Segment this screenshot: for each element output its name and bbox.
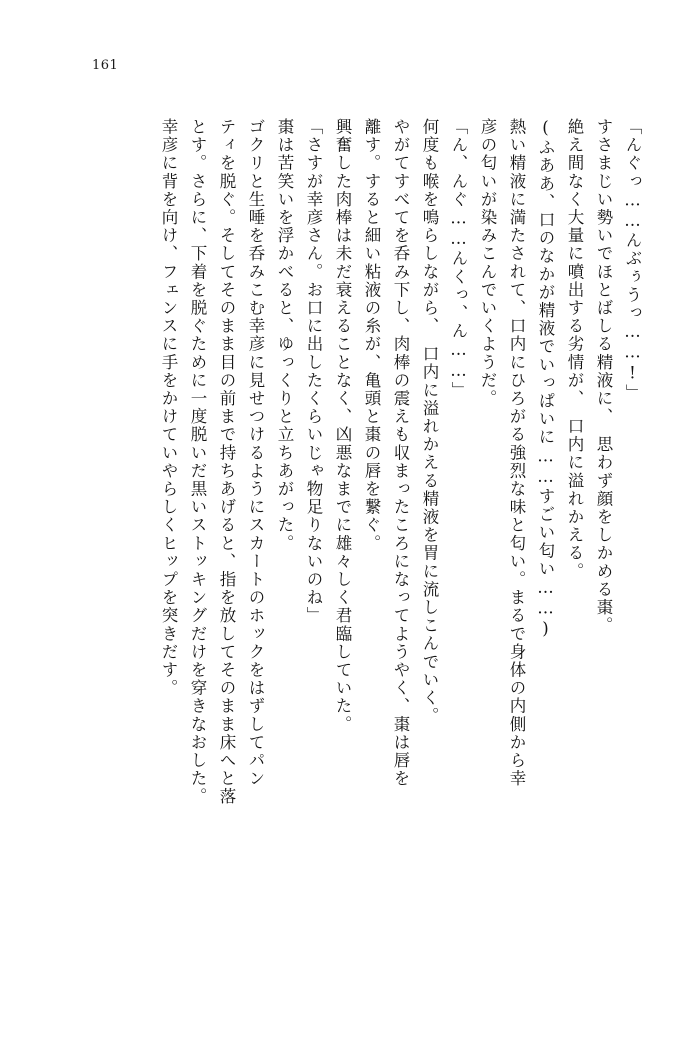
text-line: ティを脱ぐ。そしてそのまま目の前まで持ちあげると、指を放してそのまま床へと落 — [217, 118, 236, 806]
text-line: すさまじい勢いでほとばしる精液に、 思わず顔をしかめる棗。 — [594, 118, 613, 635]
text-line: 「ん、んぐ……んくっ、ん……」 — [449, 118, 468, 400]
text-line: 彦の匂いが染みこんでいくようだ。 — [478, 118, 497, 408]
text-line: 「さすが幸彦さん。お口に出したくらいじゃ物足りないのね」 — [304, 118, 323, 625]
text-line: 離す。すると細い粘液の糸が、亀頭と棗の唇を繋ぐ。 — [362, 118, 381, 553]
text-line: 熱い精液に満たされて、口内にひろがる強烈な味と匂い。まるで身体の内側から幸 — [507, 118, 526, 788]
text-line: やがてすべてを呑み下し、肉棒の震えも収まったころになってようやく、棗は唇を — [391, 118, 410, 788]
vertical-text-block — [60, 118, 640, 958]
text-line: (ふああ、口のなかが精液でいっぱいに……すごい匂い……) — [536, 118, 555, 640]
text-line: 興奮した肉棒は未だ衰えることなく、凶悪なまでに雄々しく君臨していた。 — [333, 118, 352, 734]
page-number: 161 — [92, 58, 119, 73]
text-line: とす。さらに、下着を脱ぐために一度脱いだ黒いストッキングだけを穿きなおした。 — [188, 118, 207, 806]
text-line: 何度も喉を鳴らしながら、 口内に溢れかえる精液を胃に流しこんでいく。 — [420, 118, 439, 726]
text-line: ゴクリと生唾を呑みこむ幸彦に見せつけるようにスカートのホックをはずしてパン — [246, 118, 265, 788]
text-line: 棗は苦笑いを浮かべると、ゆっくりと立ちあがった。 — [275, 118, 294, 553]
text-line: 「んぐっ……んぶぅうっ……!」 — [623, 118, 642, 402]
text-line: 幸彦に背を向け、フェンスに手をかけていやらしくヒップを突きだす。 — [159, 118, 178, 698]
text-line: 絶え間なく大量に噴出する劣情が、 口内に溢れかえる。 — [565, 118, 584, 581]
